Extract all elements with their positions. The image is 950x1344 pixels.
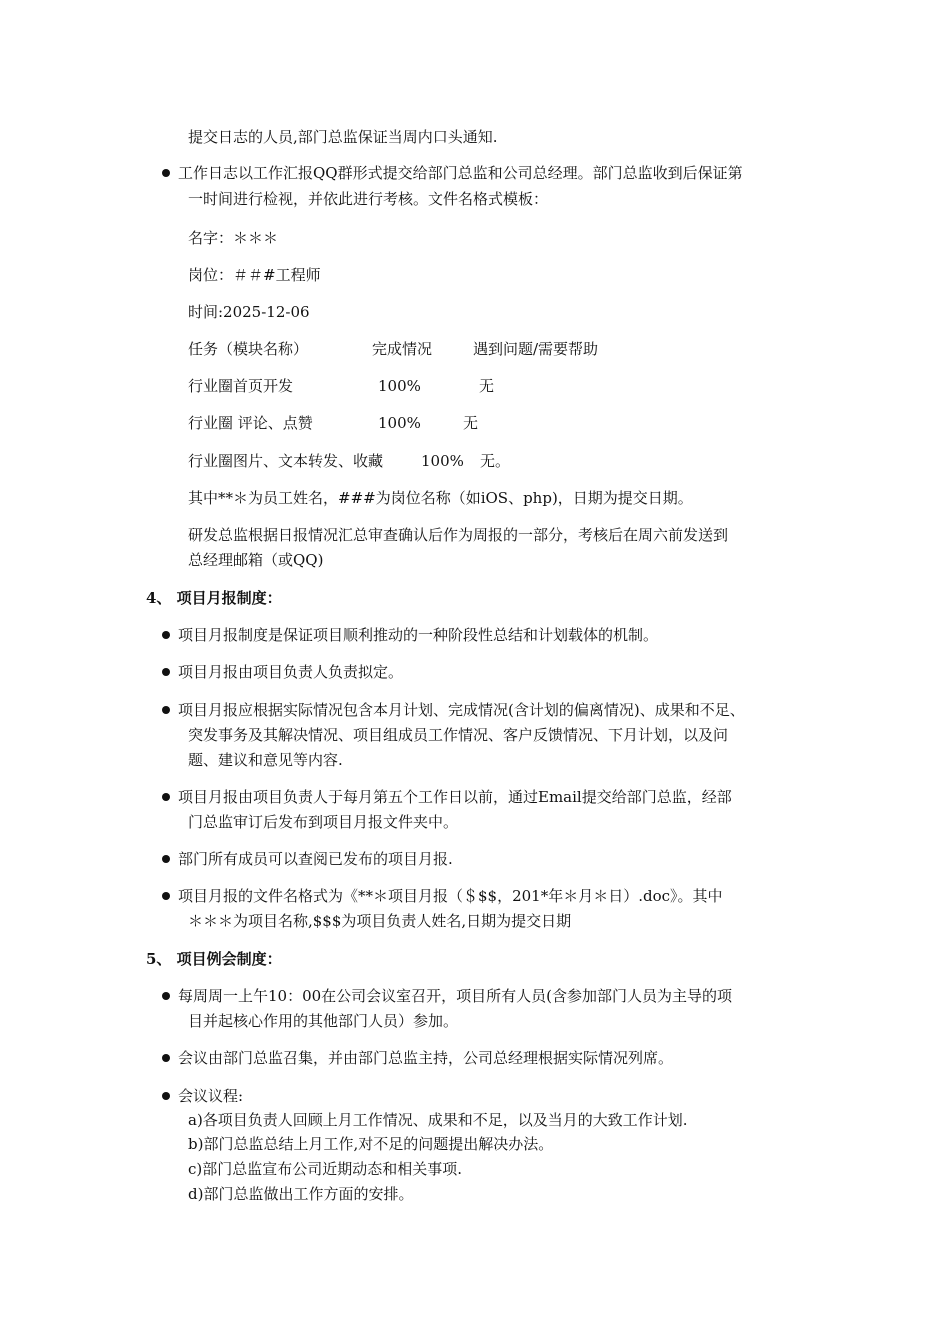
- table-cell: 无: [463, 414, 479, 432]
- table-cell: 无。: [480, 452, 511, 470]
- table-cell: 100%: [378, 414, 421, 432]
- list-item-cont: 题、建议和意见等内容.: [188, 751, 343, 769]
- table-header-issue: 遇到问题/需要帮助: [473, 340, 599, 358]
- table-cell: 行业圈 评论、点赞: [188, 414, 313, 432]
- list-item: 部门所有成员可以查阅已发布的项目月报.: [178, 850, 453, 868]
- agenda-item: c)部门总监宣布公司近期动态和相关事项.: [188, 1160, 463, 1178]
- worklog-line-2: 一时间进行检视，并依此进行考核。文件名格式模板：: [188, 190, 549, 208]
- bullet-icon: [162, 668, 170, 676]
- template-post: 岗位：＃＃#工程师: [188, 266, 321, 284]
- table-cell: 100%: [421, 452, 464, 470]
- table-cell: 行业圈首页开发: [188, 377, 294, 395]
- agenda-item: a)各项目负责人回顾上月工作情况、成果和不足，以及当月的大致工作计划.: [188, 1111, 688, 1129]
- bullet-icon: [162, 793, 170, 801]
- bullet-icon: [162, 992, 170, 1000]
- list-item: 项目月报由项目负责人负责拟定。: [178, 663, 404, 681]
- bullet-icon: [162, 631, 170, 639]
- list-item-cont: 门总监审订后发布到项目月报文件夹中。: [188, 813, 459, 831]
- list-item: 项目月报的文件名格式为《**＊项目月报（＄$$，201*年＊月＊日）.doc》。其中: [178, 887, 723, 905]
- table-cell: 无: [479, 377, 495, 395]
- bullet-icon: [162, 706, 170, 714]
- worklog-line-1: 工作日志以工作汇报QQ群形式提交给部门总监和公司总经理。部门总监收到后保证第: [178, 164, 743, 182]
- agenda-item: d)部门总监做出工作方面的安排。: [188, 1185, 414, 1203]
- bullet-icon: [162, 1054, 170, 1062]
- list-item: 会议议程:: [178, 1087, 244, 1105]
- list-item-cont: 突发事务及其解决情况、项目组成员工作情况、客户反馈情况、下月计划，以及问: [188, 726, 729, 744]
- table-cell: 行业圈图片、文本转发、收藏: [188, 452, 384, 470]
- list-item-cont: 目并起核心作用的其他部门人员）参加。: [188, 1012, 459, 1030]
- list-item: 每周周一上午10：00在公司会议室召开，项目所有人员(含参加部门人员为主导的项: [178, 987, 733, 1005]
- summary-line-1: 研发总监根据日报情况汇总审查确认后作为周报的一部分，考核后在周六前发送到: [188, 526, 729, 544]
- template-name: 名字：＊＊＊: [188, 229, 279, 247]
- table-header-status: 完成情况: [372, 340, 433, 358]
- bullet-icon: [162, 855, 170, 863]
- summary-line-2: 总经理邮箱（或QQ): [188, 551, 324, 569]
- bullet-icon: [162, 169, 170, 177]
- bullet-icon: [162, 892, 170, 900]
- list-item: 项目月报应根据实际情况包含本月计划、完成情况(含计划的偏离情况)、成果和不足、: [178, 701, 745, 719]
- list-item: 项目月报制度是保证项目顺利推动的一种阶段性总结和计划载体的机制。: [178, 626, 659, 644]
- list-item-cont: ＊＊＊为项目名称,$$$为项目负责人姓名,日期为提交日期: [188, 912, 572, 930]
- bullet-icon: [162, 1092, 170, 1100]
- template-time: 时间:2025-12-06: [188, 303, 310, 321]
- list-item: 项目月报由项目负责人于每月第五个工作日以前，通过Email提交给部门总监，经部: [178, 788, 732, 806]
- section-5-heading: 5、 项目例会制度：: [146, 950, 282, 968]
- intro-line: 提交日志的人员,部门总监保证当周内口头通知.: [188, 128, 498, 146]
- table-header-task: 任务（模块名称）: [188, 340, 309, 358]
- list-item: 会议由部门总监召集，并由部门总监主持，公司总经理根据实际情况列席。: [178, 1049, 674, 1067]
- table-cell: 100%: [378, 377, 421, 395]
- section-4-heading: 4、 项目月报制度：: [146, 589, 282, 607]
- template-note: 其中**＊为员工姓名，###为岗位名称（如iOS、php)，日期为提交日期。: [188, 489, 693, 507]
- agenda-item: b)部门总监总结上月工作,对不足的问题提出解决办法。: [188, 1135, 554, 1153]
